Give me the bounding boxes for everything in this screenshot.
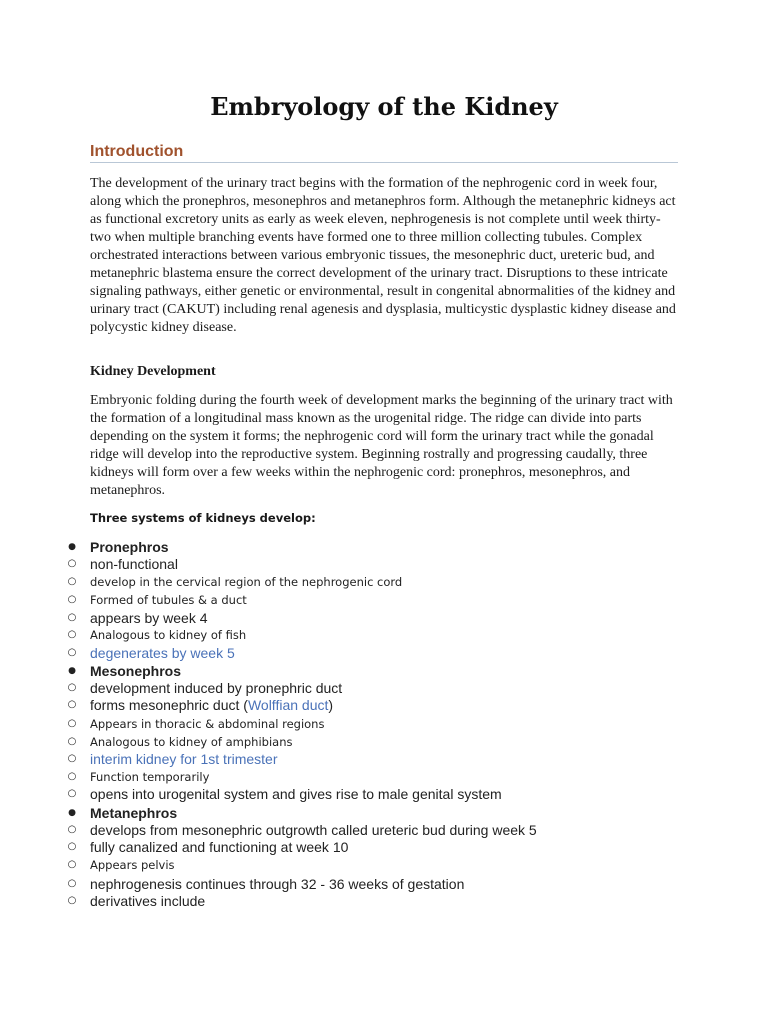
circle-bullet-icon: ○	[67, 753, 77, 764]
circle-bullet-icon: ○	[67, 824, 77, 835]
circle-bullet-icon: ○	[67, 736, 77, 747]
list-item	[0, 875, 768, 893]
circle-bullet-icon: ○	[67, 629, 77, 640]
list-item-text-prefix: forms mesonephric duct (	[90, 697, 248, 713]
systems-label: Three systems of kidneys develop:	[90, 511, 316, 525]
list-item	[0, 892, 768, 910]
list-item-text: Appears in thoracic & abdominal regions	[90, 717, 325, 731]
list-item-text: develop in the cervical region of the nephrogenic cord	[90, 575, 403, 589]
circle-bullet-icon: ○	[67, 647, 77, 658]
circle-bullet-icon: ○	[67, 859, 77, 870]
list-item	[0, 821, 768, 839]
circle-bullet-icon: ○	[67, 558, 77, 569]
list-item	[0, 662, 768, 680]
development-paragraph: Embryonic folding during the fourth week of development marks the beginning of the urinary tract with the formation of a longitudinal mass known as the urogenital ridge. The ridge can divide into parts depending on the system it forms; the nephrogenic cord will form the urinary tract while the gonadal ridge will develop into the reproductive system. Beginning rostrally and progressing caudally, three kidneys will form over a few weeks within the nephrogenic cord: pronephros, mesonephros, and metanephros.	[90, 393, 673, 498]
list-item-text: nephrogenesis continues through 32 - 36 weeks of gestation	[90, 876, 465, 892]
intro-paragraph: The development of the urinary tract begins with the formation of the nephrogenic cord in week four, along which the pronephros, mesonephros and metanephros form. Although the metanephric kidneys act as functional excretory units as early as week eleven, nephrogenesis is not complete until week thirty-two when multiple branching events have formed one to three million collecting tubules. Complex orchestrated interactions between various embryonic tissues, the mesonephric duct, ureteric bud, and metanephric blastema ensure the correct development of the urinary tract. Disruptions to these intricate signaling pathways, either genetic or environmental, result in congenital abnormalities of the kidney and urinary tract (CAKUT) including renal agenesis and dysplasia, multicystic dysplastic kidney disease and polycystic kidney disease.	[90, 176, 676, 335]
list-item	[0, 573, 768, 591]
circle-bullet-icon: ○	[67, 612, 77, 623]
circle-bullet-icon: ○	[67, 576, 77, 587]
circle-bullet-icon: ○	[67, 718, 77, 729]
circle-bullet-icon: ○	[67, 841, 77, 852]
list-item	[0, 538, 768, 556]
list-item	[0, 609, 768, 627]
list-item-text: Analogous to kidney of amphibians	[90, 735, 293, 749]
list-item-text: derivatives include	[90, 893, 206, 909]
list-item	[0, 768, 768, 786]
circle-bullet-icon: ○	[67, 682, 77, 693]
list-item-text: opens into urogenital system and gives rise to male genital system	[90, 786, 502, 802]
list-item-text: Appears pelvis	[90, 858, 175, 872]
disc-bullet-icon: ●	[68, 808, 76, 818]
wolffian-duct-link[interactable]: Wolffian duct	[247, 697, 329, 713]
list-item	[0, 733, 768, 751]
subheading-kidney-development: Kidney Development	[90, 364, 216, 379]
list-item	[0, 696, 768, 714]
list-heading-pronephros: Pronephros	[90, 539, 169, 555]
disc-bullet-icon: ●	[68, 542, 76, 552]
list-item-text: development induced by pronephric duct	[90, 680, 343, 696]
list-item	[0, 715, 768, 733]
list-item	[0, 644, 768, 662]
list-item	[0, 804, 768, 822]
list-item-link-text[interactable]: degenerates by week 5	[90, 645, 235, 661]
page-title: Embryology of the Kidney	[210, 92, 558, 121]
list-item	[0, 591, 768, 609]
list-heading-metanephros: Metanephros	[90, 805, 178, 821]
list-item-link-text[interactable]: interim kidney for 1st trimester	[90, 751, 278, 767]
circle-bullet-icon: ○	[67, 699, 77, 710]
circle-bullet-icon: ○	[67, 594, 77, 605]
circle-bullet-icon: ○	[67, 878, 77, 889]
list-item-text: non-functional	[90, 556, 178, 572]
list-item-text: appears by week 4	[90, 610, 208, 626]
list-item	[0, 838, 768, 856]
heading-divider	[90, 162, 678, 163]
list-item	[0, 750, 768, 768]
list-item-text: Function temporarily	[90, 770, 210, 784]
list-item	[0, 856, 768, 874]
circle-bullet-icon: ○	[67, 895, 77, 906]
list-item-text	[90, 696, 333, 714]
list-item-text: fully canalized and functioning at week 10	[90, 839, 349, 855]
list-item-text-suffix: )	[328, 697, 334, 713]
list-item	[0, 626, 768, 644]
list-item-text: Analogous to kidney of fish	[90, 628, 247, 642]
circle-bullet-icon: ○	[67, 771, 77, 782]
list-item	[0, 785, 768, 803]
section-heading-introduction: Introduction	[90, 143, 184, 160]
list-heading-mesonephros: Mesonephros	[90, 663, 182, 679]
list-item	[0, 679, 768, 697]
list-item-text: develops from mesonephric outgrowth called ureteric bud during week 5	[90, 822, 537, 838]
disc-bullet-icon: ●	[68, 666, 76, 676]
list-item	[0, 555, 768, 573]
list-item-text: Formed of tubules & a duct	[90, 593, 247, 607]
circle-bullet-icon: ○	[67, 788, 77, 799]
